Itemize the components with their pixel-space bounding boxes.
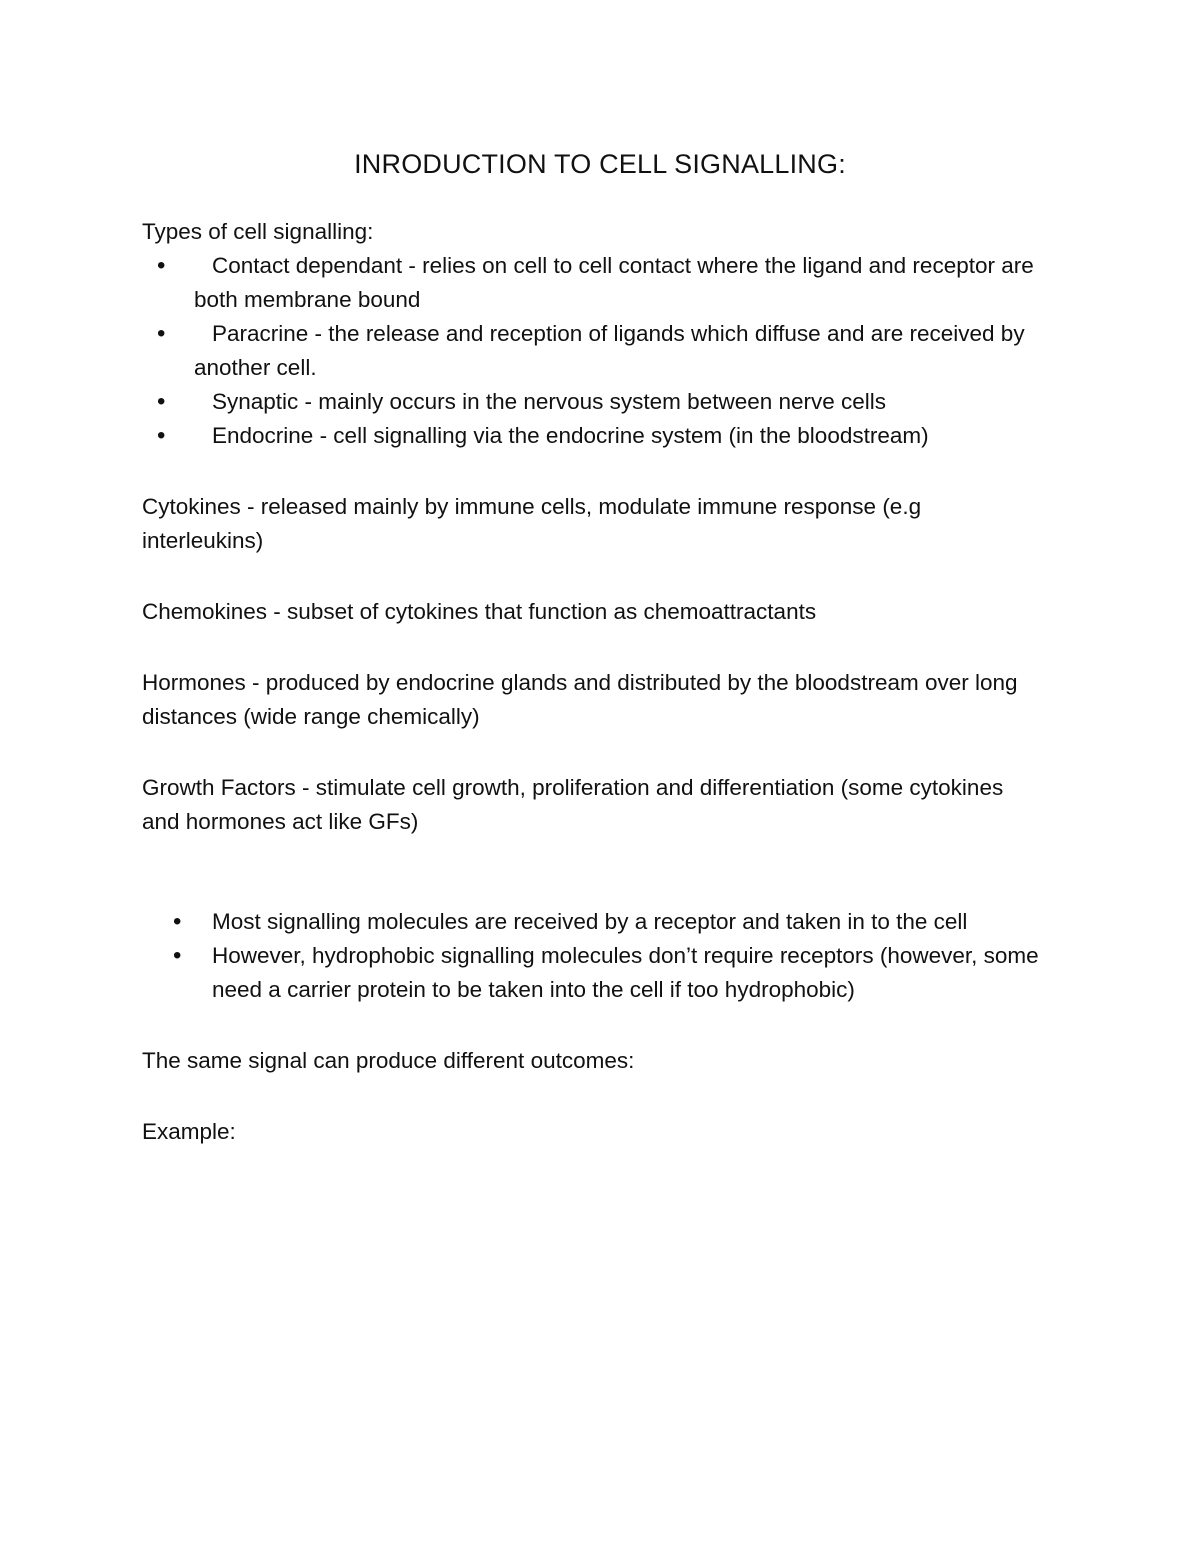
document-body: [142, 215, 1042, 1149]
example-label: Example:: [142, 1119, 236, 1144]
document-title: INRODUCTION TO CELL SIGNALLING:: [354, 149, 846, 179]
notes-list: [142, 905, 1042, 1007]
types-heading: Types of cell signalling:: [142, 219, 374, 244]
list-item: • Endocrine - cell signalling via the endocrine system (in the bloodstream): [142, 419, 1042, 453]
definition-hormones: Hormones - produced by endocrine glands and distributed by the bloodstream over long distances (wide range chemically): [142, 670, 1018, 729]
list-item: • Contact dependant - relies on cell to cell contact where the ligand and receptor are both membrane bound: [142, 249, 1042, 317]
list-item: • However, hydrophobic signalling molecules don’t require receptors (however, some need a carrier protein to be taken into the cell if too hydrophobic): [142, 939, 1042, 1007]
signalling-types-list: [142, 249, 1042, 453]
list-item: • Most signalling molecules are received by a receptor and taken in to the cell: [142, 905, 1042, 939]
outcome-text: The same signal can produce different outcomes:: [142, 1048, 635, 1073]
list-item: • Synaptic - mainly occurs in the nervous system between nerve cells: [142, 385, 1042, 419]
definition-cytokines: Cytokines - released mainly by immune cells, modulate immune response (e.g interleukins): [142, 494, 922, 553]
list-item: • Paracrine - the release and reception of ligands which diffuse and are received by another cell.: [142, 317, 1042, 385]
definition-growth-factors: Growth Factors - stimulate cell growth, proliferation and differentiation (some cytokines and hormones act like GFs): [142, 775, 1004, 834]
definition-chemokines: Chemokines - subset of cytokines that function as chemoattractants: [142, 599, 817, 624]
